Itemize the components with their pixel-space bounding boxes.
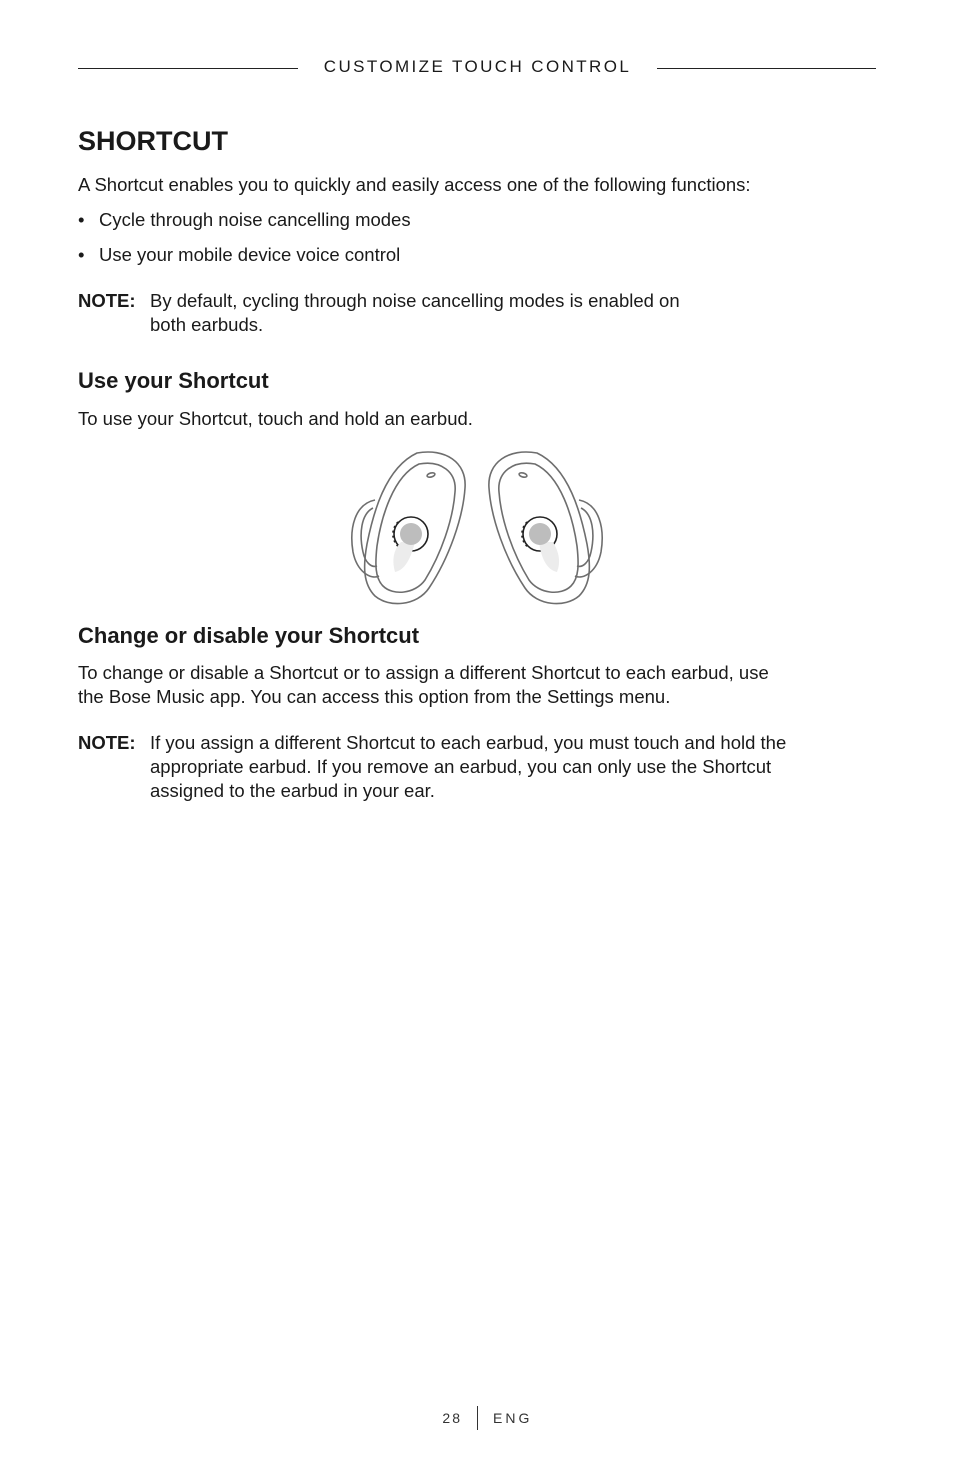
list-item xyxy=(78,243,400,267)
note-line: If you assign a different Shortcut to each earbud, you must touch and hold the xyxy=(150,732,787,753)
change-shortcut-text xyxy=(78,661,769,709)
page-title: SHORTCUT xyxy=(78,126,228,156)
list-item-text: Cycle through noise cancelling modes xyxy=(99,209,411,230)
note-text xyxy=(150,289,680,337)
note-different-shortcuts xyxy=(78,731,878,805)
list-item-text: Use your mobile device voice control xyxy=(99,244,401,265)
header-rule-right xyxy=(657,68,876,69)
note-text xyxy=(150,731,786,803)
note-line: appropriate earbud. If you remove an earbud, you can only use the Shortcut xyxy=(150,756,772,777)
note-line: assigned to the earbud in your ear. xyxy=(150,780,435,801)
touch-point-icon xyxy=(529,523,551,545)
change-shortcut-heading: Change or disable your Shortcut xyxy=(78,623,420,648)
note-line: both earbuds. xyxy=(150,314,264,335)
use-shortcut-heading: Use your Shortcut xyxy=(78,368,269,393)
note-default-cycling xyxy=(78,289,798,339)
list-item xyxy=(78,208,411,232)
touch-point-icon xyxy=(400,523,422,545)
footer-divider xyxy=(477,1406,478,1430)
bullet-icon: • xyxy=(78,244,85,265)
language-label: ENG xyxy=(493,1410,533,1426)
earbud-left-highlight xyxy=(393,542,415,572)
bullet-icon: • xyxy=(78,209,85,230)
section-header: CUSTOMIZE TOUCH CONTROL xyxy=(323,57,632,76)
earbuds-illustration xyxy=(345,448,609,608)
text-line: the Bose Music app. You can access this option from the Settings menu. xyxy=(78,686,671,707)
text-line: To change or disable a Shortcut or to assign a different Shortcut to each earbud, use xyxy=(78,662,769,683)
note-line: By default, cycling through noise cancelling modes is enabled on xyxy=(150,290,680,311)
header-rule-left xyxy=(78,68,298,69)
earbud-right-highlight xyxy=(539,542,559,572)
page-number: 28 xyxy=(442,1410,462,1426)
note-label: NOTE: xyxy=(78,290,136,311)
use-shortcut-text: To use your Shortcut, touch and hold an earbud. xyxy=(78,408,473,429)
note-label: NOTE: xyxy=(78,732,136,753)
shortcut-intro: A Shortcut enables you to quickly and easily access one of the following functions: xyxy=(78,174,751,195)
